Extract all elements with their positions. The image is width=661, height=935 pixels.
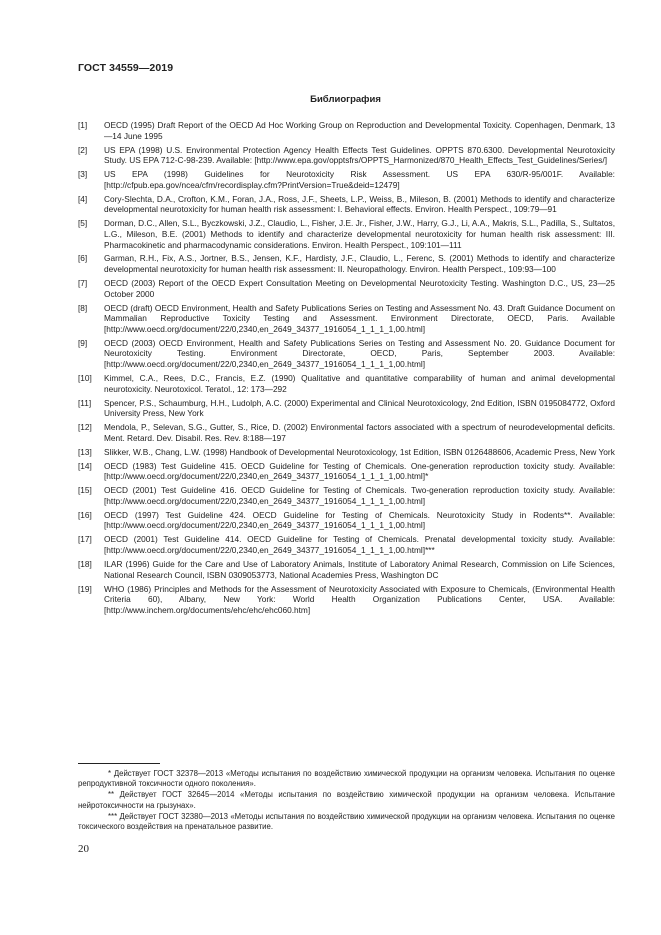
bibliography-entry bbox=[78, 510, 615, 531]
entry-text: OECD (2001) Test Guideline 416. OECD Guideline for Testing of Chemicals. Two-generation reproduction toxicity study. Available: [http://www.oecd.org/document/22/0,2340,en_2649_34377_1916054_1_1_1_1,00.html] bbox=[104, 485, 615, 506]
entry-text: Garman, R.H., Fix, A.S., Jortner, B.S., Jensen, K.F., Hardisty, J.F., Claudio, L., Ferenc, S. (2001) Methods to identify and characterize developmental neurotoxicity for human health risk assessment: II. Neuropathology. Environ. Health Perspect., 109:93—100 bbox=[104, 253, 615, 275]
footnotes bbox=[78, 769, 615, 833]
footnote: ** Действует ГОСТ 32645—2014 «Методы испытания по воздействию химической продукции на организм человека. Испытание нейротоксичности на грызунах». bbox=[78, 790, 615, 810]
bibliography-entry bbox=[78, 584, 615, 616]
entry-number: [15] bbox=[78, 485, 92, 496]
entry-number: [18] bbox=[78, 559, 92, 570]
entry-number: [5] bbox=[78, 218, 88, 229]
entry-number: [13] bbox=[78, 446, 92, 457]
bibliography-entry bbox=[78, 338, 615, 370]
footnote: * Действует ГОСТ 32378—2013 «Методы испытания по воздействию химической продукции на организм человека. Испытания по оценке репродуктивной токсичности одного поколения». bbox=[78, 769, 615, 789]
bibliography-entry bbox=[78, 485, 615, 506]
bibliography-entry bbox=[78, 303, 615, 335]
bibliography-entry bbox=[78, 398, 615, 419]
bibliography-entry bbox=[78, 253, 615, 274]
page-number: 20 bbox=[78, 843, 89, 855]
entry-text: Cory-Slechta, D.A., Crofton, K.M., Foran, J.A., Ross, J.F., Sheets, L.P., Weiss, B., Mileson, B. (2001) Methods to identify and characterize developmental neurotoxicity for human health risk assessment: I. Behavioral effects. Environ. Health Perspect., 109:79—91 bbox=[104, 193, 615, 215]
bibliography-entry bbox=[78, 194, 615, 215]
bibliography-entry bbox=[78, 169, 615, 190]
section-title: Библиография bbox=[310, 94, 381, 105]
bibliography-list bbox=[78, 120, 615, 619]
footnote-divider bbox=[78, 763, 160, 764]
entry-text: US EPA (1998) Guidelines for Neurotoxicity Risk Assessment. US EPA 630/R-95/001F. Available: [http://cfpub.epa.gov/ncea/cfm/recordisplay.cfm?PrintVersion=True&deid=12479] bbox=[104, 169, 615, 190]
entry-text: Spencer, P.S., Schaumburg, H.H., Ludolph, A.C. (2000) Experimental and Clinical Neurotoxicology, 2nd Edition, ISBN 0195084772, Oxford University Press, New York bbox=[104, 397, 615, 419]
entry-text: OECD (2003) OECD Environment, Health and Safety Publications Series on Testing and Assessment No. 20. Guidance Document for Neurotoxicity Testing. Environment Directorate, OECD, Paris, September 2003. Available: [http://www.oecd.org/document/22/0,2340,en_2649_34377_1916054_1_1_1_1,00.html] bbox=[104, 337, 615, 369]
bibliography-entry bbox=[78, 461, 615, 482]
bibliography-entry bbox=[78, 559, 615, 580]
entry-text: ILAR (1996) Guide for the Care and Use of Laboratory Animals, Institute of Laboratory Animal Research, Commission on Life Sciences, National Research Council, ISBN 0309053773, National Academies Press, Washington DC bbox=[104, 559, 615, 580]
bibliography-entry bbox=[78, 218, 615, 250]
entry-number: [2] bbox=[78, 144, 88, 155]
footnote: *** Действует ГОСТ 32380—2013 «Методы испытания по воздействию химической продукции на организм человека. Испытания по оценке токсического воздействия на пренатальное развитие. bbox=[78, 811, 615, 832]
entry-number: [11] bbox=[78, 397, 92, 408]
bibliography-entry bbox=[78, 120, 615, 141]
entry-text: OECD (2001) Test Guideline 414. OECD Guideline for Testing of Chemicals. Prenatal developmental toxicity study. Available: [http://www.oecd.org/document/22/0,2340,en_2649_34377_1916054_1_1_1_1,00.html]*** bbox=[104, 534, 615, 556]
entry-text: OECD (1995) Draft Report of the OECD Ad Hoc Working Group on Reproduction and Developmental Toxicity. Copenhagen, Denmark, 13—14 June 1995 bbox=[104, 120, 615, 141]
entry-number: [17] bbox=[78, 534, 92, 545]
bibliography-entry bbox=[78, 278, 615, 299]
document-header: ГОСТ 34559—2019 bbox=[78, 62, 174, 74]
entry-text: Slikker, W.B., Chang, L.W. (1998) Handbook of Developmental Neurotoxicology, 1st Edition, ISBN 0126488606, Academic Press, New York bbox=[104, 446, 615, 457]
entry-text: OECD (2003) Report of the OECD Expert Consultation Meeting on Developmental Neurotoxicity Testing. Washington D.C., US, 23—25 October 2000 bbox=[104, 278, 615, 299]
entry-text: OECD (draft) OECD Environment, Health and Safety Publications Series on Testing and Assessment No. 43. Draft Guidance Document on Mammalian Reproductive Toxicity Testing and Assessment. Environment Directorate, OECD, Paris. Available [http://www.oecd.org/document/22/0,2340,en_2649_34377_1916054_1_1_1_1,00.html] bbox=[104, 302, 615, 334]
bibliography-entry bbox=[78, 422, 615, 443]
entry-number: [4] bbox=[78, 193, 88, 204]
entry-text: US EPA (1998) U.S. Environmental Protection Agency Health Effects Test Guidelines. OPPTS 870.6300. Developmental Neurotoxicity Study. US EPA 712-C-98-239. Available: [http://www.epa.gov/opptsfrs/OPPTS_Harmonized/870_Health_Effects_Test_Guidelines/Series/] bbox=[104, 144, 615, 166]
entry-text: Kimmel, C.A., Rees, D.C., Francis, E.Z. (1990) Qualitative and quantitative comparability of human and animal developmental neurotoxicity. Neurotoxicol. Teratol., 12: 173—292 bbox=[104, 372, 615, 394]
entry-number: [7] bbox=[78, 278, 88, 289]
entry-number: [12] bbox=[78, 422, 92, 433]
bibliography-entry bbox=[78, 534, 615, 555]
bibliography-entry bbox=[78, 373, 615, 394]
entry-number: [8] bbox=[78, 302, 88, 313]
entry-number: [19] bbox=[78, 583, 92, 594]
entry-text: WHO (1986) Principles and Methods for the Assessment of Neurotoxicity Associated with Exposure to Chemicals, (Environmental Health Criteria 60), Albany, New York: World Health Organization Publications Center, USA. Available: [http://www.inchem.org/documents/ehc/ehc/ehc060.htm] bbox=[104, 583, 615, 615]
entry-number: [14] bbox=[78, 460, 92, 471]
entry-text: Mendola, P., Selevan, S.G., Gutter, S., Rice, D. (2002) Environmental factors associated with a spectrum of neurodevelopmental deficits. Ment. Retard. Dev. Disabil. Res. Rev. 8:188—197 bbox=[104, 422, 615, 443]
bibliography-entry bbox=[78, 447, 615, 458]
entry-number: [10] bbox=[78, 372, 92, 383]
entry-number: [3] bbox=[78, 169, 88, 180]
entry-text: OECD (1983) Test Guideline 415. OECD Guideline for Testing of Chemicals. One-generation reproduction toxicity study. Available: [http://www.oecd.org/document/22/0,2340,en_2649_34377_1916054_1_1_1_1,00.html]* bbox=[104, 460, 615, 482]
entry-text: OECD (1997) Test Guideline 424. OECD Guideline for Testing of Chemicals. Neurotoxicity Study in Rodents**. Available: [http://www.oecd.org/document/22/0,2340,en_2649_34377_1916054_1_1_1_1,00.html] bbox=[104, 509, 615, 531]
entry-number: [16] bbox=[78, 509, 92, 520]
entry-number: [6] bbox=[78, 253, 88, 264]
entry-number: [1] bbox=[78, 120, 88, 130]
entry-number: [9] bbox=[78, 337, 88, 348]
entry-text: Dorman, D.C., Allen, S.L., Byczkowski, J.Z., Claudio, L., Fisher, J.E. Jr., Fisher, J.W., Harry, G.J., Li, A.A., Makris, S.L., Padilla, S., Sultatos, L.G., Mileson, B.E. (2001) Methods to identify and characterize developmental neurotoxicity for human health risk assessment: III. Pharmacokinetic and pharmacodynamic considerations. Environ. Health Perspect., 109:101—111 bbox=[104, 218, 615, 250]
bibliography-entry bbox=[78, 145, 615, 166]
